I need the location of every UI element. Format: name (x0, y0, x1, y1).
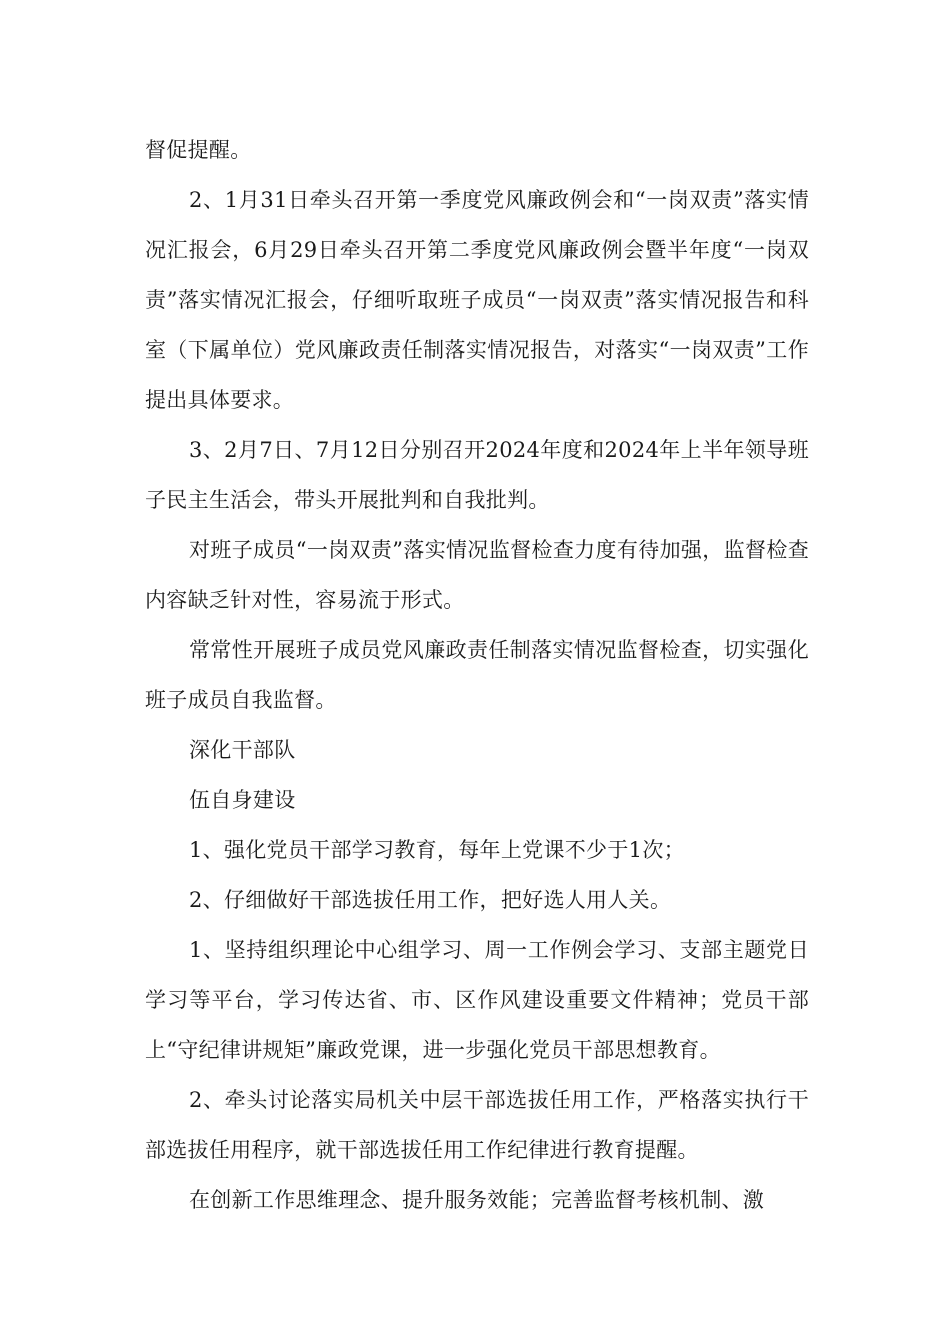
paragraph-12: 在创新工作思维理念、提升服务效能；完善监督考核机制、激 (189, 1188, 765, 1212)
paragraph-10: 1、坚持组织理论中心组学习、周一工作例会学习、支部主题党日学习等平台，学习传达省、市、区作风建设重要文件精神；党员干部上“守纪律讲规矩”廉政党课，进一步强化党员干部思想教育。 (145, 938, 809, 1062)
document-page (145, 125, 809, 1225)
paragraph-5: 常常性开展班子成员党风廉政责任制落实情况监督检查，切实强化班子成员自我监督。 (145, 638, 809, 712)
paragraph-8: 1、强化党员干部学习教育，每年上党课不少于1次； (189, 838, 685, 862)
paragraph-2: 2、1月31日牵头召开第一季度党风廉政例会和“一岗双责”落实情况汇报会，6月29日牵头召开第二季度党风廉政例会暨半年度“一岗双责”落实情况汇报会，仔细听取班子成员“一岗双责”落实情况报告和科室（下属单位）党风廉政责任制落实情况报告，对落实“一岗双责”工作提出具体要求。 (145, 188, 809, 412)
paragraph-11: 2、牵头讨论落实局机关中层干部选拔任用工作，严格落实执行干部选拔任用程序，就干部选拔任用工作纪律进行教育提醒。 (145, 1088, 809, 1162)
paragraph-6: 深化干部队 (189, 738, 296, 762)
paragraph-1: 督促提醒。 (145, 138, 252, 162)
paragraph-3: 3、2月7日、7月12日分别召开2024年度和2024年上半年领导班子民主生活会，带头开展批判和自我批判。 (145, 438, 809, 512)
paragraph-4: 对班子成员“一岗双责”落实情况监督检查力度有待加强，监督检查内容缺乏针对性，容易流于形式。 (145, 538, 809, 612)
paragraph-9: 2、仔细做好干部选拔任用工作，把好选人用人关。 (189, 888, 672, 912)
paragraph-7: 伍自身建设 (189, 788, 296, 812)
